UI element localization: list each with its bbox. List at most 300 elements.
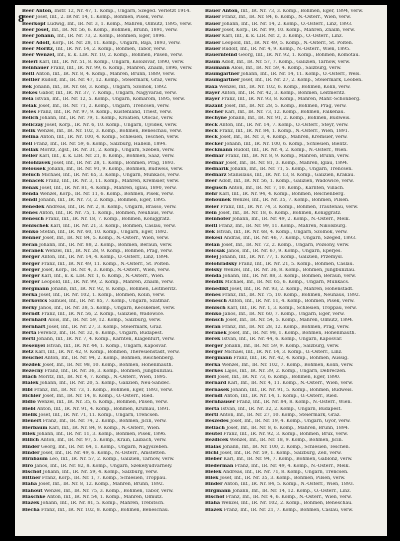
entry-detail: Franz, Inf., IR. Nr. 36, 3. Komp., Böhmen, Jungbunzlau. [44,368,174,374]
entry-surname: Bauer [205,27,221,33]
entry-detail: Josef, Korp., IR. Nr. 4, 3. Komp., N.-Österr., Wien, verw. [41,267,170,273]
entry-detail: Josef, Inf., IR. Nr. 49, 6. Komp., N.-Österr., Amstetten. [41,450,167,456]
entry-surname: Biederman [205,463,234,469]
entry-detail: Josef, Inf., IR. Nr. 59, 1. Komp., Salzburg, Zell, verw. [219,450,342,456]
entry-surname: Bichler [22,394,41,400]
entry-surname: Bialas [205,444,221,450]
entry-surname: Benedek [22,204,45,210]
entry-surname: Berl [205,375,216,381]
entry-detail: Karl, Inf., k. k. LIR. Nr. 21, 8. Komp., Böhmen, Saaz, verw. [39,154,175,160]
entry-detail: Georg, Inf., IR. Nr. 92, 1. Komp., Böhmen, Komotau. [238,53,360,59]
entry-surname: Berger [205,343,223,349]
entry-detail: Franz, Inf., IR. Nr. 4, 6. Komp., N.-Österr., Wien, verw. [225,495,353,501]
entry-detail: Franz, Inf., IR. Nr. 102, 8. Komp., Böhmen, Beneschau. [41,507,170,513]
entry-surname: Beluch [22,173,41,179]
entry-surname: Beer Johann, [22,34,56,40]
entry-detail: Anton, Inf., IR. Nr. 14, 7. Komp., O.-Österr., Steyr, verw. [219,122,349,128]
entry-surname: Bieber [205,457,223,463]
entry-detail: Wenzel, Inf., IR. Nr. 36, 8. Komp., Böhmen, Jungbunzlau. [223,267,356,273]
entry-surname: Besenyei [22,343,45,349]
entry-surname: Bazant [205,103,223,109]
entry-detail: Inf., k. k. LIR. Nr. 10, 2. Komp., Böhmen, Pilsen, verw. [57,53,183,59]
entry-surname: Bezecny [22,368,44,374]
entry-detail: Ferencz, Inf., IR. Nr. 32, 6. Komp., Ungarn, Budapest. [37,330,164,336]
entry-detail: Josef, Inf., IR. Nr. 81, 4. Komp., Mähren, Iglau, 1890, verw. [39,185,177,191]
entry-surname: Belej [205,255,219,261]
entry-detail: Inf., IR. Nr. 56, 6. Komp., Böhmen, Brünn, 1891, verw. [51,27,178,33]
entry-detail: Gabor, Inf., IR. Nr. 37, 7. Komp., Ungarn, Nagyvarad, verw. [38,91,177,97]
entry-surname: Berger [205,349,223,355]
entry-detail: Karl, Inf., k. k. LIR. Nr. 1, 6. Komp., N.-Österr., Wien. [41,274,165,280]
entry-surname: Bauer Anton, [205,9,240,14]
entry-detail: Leopold, Inf., IR. Nr. 99, 2. Komp., Mähren, Znaim, verw. [41,280,174,286]
entry-detail: Josef, Inf., IR. Nr. 54, 5. Komp., Mähren, Olmütz, 1894. [225,318,354,324]
entry-surname: Bayer [205,97,220,103]
entry-surname: Beller [22,154,38,160]
entry-surname: Baum [205,59,221,65]
entry-detail: Franz, Inf., IR. Nr. 3, 11. Komp., Mähren, Kremsier, verw. [45,179,180,185]
entry-detail: Franz, Inf., IR. Nr. 74, 3. Komp., Böhmen, Trautenau, verw. [220,204,359,210]
list-entry [205,508,383,514]
entry-surname: Betlach [205,425,225,431]
entry-surname: Berek [205,337,221,343]
entry-surname: Benner [22,236,41,242]
entry-surname: Bidlo [22,400,36,406]
entry-surname: Belich [22,116,39,122]
entry-detail: Adolf, Inf., IR. Nr. 57, 7. Komp., Galizien, Tarnow, verw. [221,59,351,65]
entry-surname: Beliczay [22,122,44,128]
entry-detail: Franz, Inf., IR. Nr. 99, 11. Komp., Mähren, Nikolsburg. [218,223,347,229]
entry-surname: Beinhofer [205,217,231,223]
entry-surname: Bichl [205,450,219,456]
entry-detail: Leopold, Inf., IR. Nr. 49, 5. Komp., N.-Österr., St. Pölten. [222,40,354,46]
entry-surname: Blaschke [22,495,46,501]
entry-detail: Anton, Inf., IR. Nr. 54, 1. Komp., Mähren, Olmütz. [46,495,164,501]
entry-surname: Benedikt [205,286,229,292]
entry-surname: Baxa [205,84,218,90]
entry-surname: Bielek [205,469,222,475]
entry-surname: Bauer [205,46,221,52]
entry-surname: Berkes [205,368,223,374]
entry-detail: Wenzel, Inf., IR. Nr. 102, 2. Komp., Böhmen, Beneschau. [221,501,353,507]
entry-detail: Josef, Korp., IR. Nr. 99, 10. Komp., Mähren, Znaim, verw. [222,27,356,33]
entry-detail: Wenzel, Inf., IR. Nr. 28, 9. Komp., Böhmen, Prag, verw. [45,248,173,254]
entry-detail: Stefan, Inf., IR. Nr. 60, 10. Komp., Ungarn, Eger, 1892. [39,229,169,235]
entry-surname: Beuchel [22,356,43,362]
entry-surname: Bensch [205,318,224,324]
entry-detail: Leo, Inf., IR. Nr. 57, 2. Komp., Galizien, Tarnow, verw. [49,457,175,463]
entry-surname: Bednarik [205,166,229,172]
entry-surname: Beitl [22,72,35,78]
entry-detail: Korp., IR. Nr. 28, 11. Komp., Ungarn, Baja, 1893, verw. [52,40,181,46]
entry-detail: Wenzel, Korp., IR. Nr. 11, 6. Komp., Böhmen, Pisek, verw. [39,192,174,198]
entry-surname: Bernhauser [205,400,236,406]
entry-detail: Michael, Inf., IR. Nr. 65, 6. Komp., Ungarn, Munkacs. [224,280,350,286]
entry-surname: Bellak [22,147,39,153]
entry-surname: Beszedes [205,419,229,425]
entry-surname: Blazek [22,501,40,507]
entry-detail: Josef, Inf., IR. Nr. 3, 4. Komp., Mähren, Kremsier, verw. [219,135,348,141]
entry-surname: Bekesi [205,236,223,242]
entry-detail: Anton, Inf., IR. Nr. 97, 5. Komp., Krain, Laibach, verw. [40,438,167,444]
entry-surname: Bilek [22,431,36,437]
entry-surname: Berta [22,330,37,336]
entry-detail: Franz, Inf., IR. Nr. 84, 8. Komp., N.-Österr., Wien. [236,400,352,406]
entry-detail: Franz, Inf., IR. Nr. 21, 5. Komp., Böhmen, Caslau. [238,261,355,267]
entry-detail: Johann, Inf., IR. Nr. 49, 2. Komp., N.-Österr., Melk. [232,217,350,223]
entry-surname: Beranek [22,248,44,254]
entry-surname: Berky [22,305,38,311]
entry-surname: Belan [205,242,220,248]
page-number: 8 [18,15,25,25]
left-column [22,9,200,514]
entry-detail: Josef, Inf., IR. Nr. 28, 1. Komp., Böhmen, Prag, 1893. [51,160,176,166]
entry-surname: Binder [22,450,40,456]
entry-surname: Bauer [205,40,221,46]
entry-detail: Michael, Inf., IR. Nr. 65, 3. Komp., Ungarn, Munkacs, verw. [41,173,180,179]
entry-surname: Bednar [205,154,224,160]
entry-detail: Johann, Inf., IR. Nr. 14, 11. Komp., O.-Österr., Wels. [240,72,361,78]
entry-detail: Rudolf, Inf., IR. Nr. 47, 12. Komp., Steiermark, Graz, verw. [41,78,178,84]
entry-surname: Beran [22,242,38,248]
entry-surname: Bialek [22,381,39,387]
entry-surname: Blaha [22,482,37,488]
entry-detail: Franz, Inf., IR. Nr. 84, 6. Komp., N.-Österr., Wien, verw. [222,15,352,21]
entry-surname: Benesch [205,299,227,305]
entry-surname: Bendl [22,198,38,204]
entry-detail: Anton, Inf., IR. Nr. 14, 4. Komp., O.-Österr., Linz, 1894. [41,255,170,261]
entry-detail: Franz, Inf., IR. Nr. 74, 2. Komp., Böhmen, Jicin, verw. [42,419,167,425]
entry-detail: Johann, Inf., IR. Nr. 71, 5. Komp., Ungarn, Trencsen. [230,166,353,172]
entry-surname: Benischek [22,223,49,229]
entry-detail: Franz, Korp., IR. Nr. 1, 7. Komp., Schlesien, Troppau. [42,476,167,482]
entry-detail: Johann, Inf., IR. Nr. 92, 8. Komp., Böhmen, Leitmeritz. [50,286,178,292]
entry-surname: Benesch [22,217,44,223]
entry-surname: Belohlavek [22,160,51,166]
entry-detail: Josef, Inf., IR. Nr. 8, 12. Komp., Mähren, Brünn, 1892. [38,482,165,488]
entry-detail: Franz, Inf., IR. Nr. 18, 7. Komp., Böhmen, Königgrätz. [45,217,171,223]
entry-surname: Benko [205,312,222,317]
entry-detail: Franz, Inf., IR. Nr. 28, 12. Komp., Böhmen, Prag, verw. [222,324,350,330]
entry-surname: Becker [205,141,224,147]
entry-surname: Beer Adolf, [22,40,51,46]
entry-surname: Belik [22,128,36,134]
entry-detail: Johann, Inf., IR. Nr. 11, 3. Komp., Böhmen, Pisek, 1896. [36,431,167,437]
entry-detail: Inf., IR. Nr. 73, 2. Komp., Böhmen, Eger, 1896. [57,34,166,40]
entry-surname: Belohradsky [205,261,238,267]
entry-detail: Alois, Inf., IR. Nr. 59, 4. Komp., Salzburg, verw. [231,65,342,71]
entry-surname: Behr [205,192,218,198]
entry-detail: Josef, Inf., IR. Nr. 98, 1. Komp., Böhmen, Hohenmauth. [228,330,356,336]
entry-surname: Belsky [205,267,222,273]
entry-surname: Beles [22,110,37,115]
entry-detail: Wenzel, Inf., IR. Nr. 18, 9. Komp., Böhmen, Jicin. [229,438,344,444]
entry-surname: Bauer [205,21,221,27]
entry-detail: Josef, Inf., IR. Nr. 27, 3. Komp., Steiermark, Graz. [46,324,163,330]
entry-surname: Benko [22,229,39,235]
entry-detail: Karl, Inf., IR. Nr. 4, 11. Komp., N.-Österr., Wien, verw. [227,381,354,387]
entry-detail: Josef, Korp., IR. Nr. 6, 10. Komp., Ungarn, Ujvidek, verw. [44,122,178,128]
entry-surname: Belousek [22,166,46,172]
entry-surname: Bischof [205,495,225,501]
entry-detail: Johann, Inf., IR. Nr. 59, 9. Komp., Salzburg, verw. [224,343,340,349]
entry-detail: Johann, Inf., IR. Nr. 20, 5. Komp., Galizien, Neu-Sandec. [39,381,171,387]
entry-surname: Benda [205,274,222,280]
entry-surname: Bauer [205,34,221,40]
entry-detail: Josef, Inf., IR. Nr. 28, 5. Komp., Böhmen, Prag, verw. [224,103,347,109]
entry-detail: Karl, Inf., IR. Nr. 21, 3. Komp., Böhmen, Caslau, verw. [50,223,176,229]
entry-detail: Johann, Inf., IR. Nr. 14, 12. Komp., O.-Österr., Linz. [232,488,352,494]
entry-detail: Anton, Inf., IR. Nr. 84, 5. Komp., N.-Österr., Wien, 1893. [224,482,355,488]
entry-detail: Karl, Inf., IR. Nr. 73, 12. Komp., Böhmen, Falkenau. [224,110,346,115]
entry-surname: Berta [205,406,220,412]
entry-detail: Johann, Inf., IR. Nr. 100, 6. Komp., Schlesien, Bielitz. [224,141,349,147]
entry-surname: Bechyne [205,116,227,122]
entry-detail: Josef, Inf., IR. Nr. 18, 6. Komp., Böhmen, Königgrätz. [218,211,342,216]
entry-surname: Beer Anton, [22,9,53,14]
entry-surname: Bauer [205,15,221,21]
entry-detail: Josef, Inf., IR. Nr. 81, 3. Komp., Mähren, Iglau, 1894. [225,160,349,166]
entry-detail: Anton, Inf., IR. Nr. 94, 2. Komp., Böhmen, Reichenberg. [44,356,175,362]
entry-detail: Rudolf, Inf., IR. Nr. 4, 2. Komp., N.-Österr., Wien. [233,147,348,153]
entry-detail: Wenzel, Inf., IR. Nr. 35, 7. Komp., Böhmen, Pilsen. [232,198,350,204]
entry-detail: Moritz, Inf., IR. Nr. 4, 7. Komp., N.-Österr., Wien, 1895. [38,375,168,381]
entry-detail: Josef, Inf., IR. Nr. 72, 2. Komp., Ungarn, Pozsony, verw. [221,242,350,248]
entry-surname: Berka [205,362,221,368]
entry-detail: Franz, Inf., IR. Nr. 92, 3. Komp., Böhmen, Brüx, verw. [223,431,349,437]
entry-surname: Bezdek [22,362,41,368]
entry-surname: Bertl [205,413,219,418]
entry-detail: Franz, Inf., IR. Nr. 49, 11. Komp., N.-Österr., St. Pölten. [41,261,171,267]
entry-detail: Karl, Inf., IR. Nr. 94, 7. Komp., Böhmen, Gablonz, verw. [223,457,353,463]
entry-surname: Bekes [22,91,38,97]
entry-detail: Johann, Inf., IR. Nr. 77, 1. Komp., Galizien, Przemysl. [219,255,344,261]
entry-surname: Beitler [22,78,40,84]
entry-detail: Anton, Inf., IR. Nr. 27, 10. Komp., Steiermark, Graz. [219,413,341,418]
entry-surname: Billich [22,438,40,444]
entry-detail: Johann, Inf., IR. Nr. 79, 1. Komp., Kroatien, Otocac, verw. [39,116,174,122]
entry-surname: Berger [22,274,40,280]
entry-surname: Beitl [205,223,218,229]
entry-detail: Rudolf, Inf., IR. Nr. 4, 9. Komp., N.-Österr., Wien, 1895. [222,46,351,52]
entry-surname: Biach [22,375,37,381]
entry-detail: Janos, Inf., IR. Nr. 38, 5. Komp., Ungarn, Kecskemet, verw. [38,305,176,311]
entry-surname: Berndl [205,394,223,400]
entry-surname: Baumann [205,65,230,71]
entry-detail: Ludwig, Inf., IR. Nr. 3, 1. Komp., Mähren, Olmütz, 1895, verw. [47,21,193,27]
entry-detail: Anton, Inf., IR. Nr. 91, 4. Komp., Böhmen, Krumau, 1891. [36,406,171,412]
entry-detail: Franz, Inf., IR. Nr. 56, 2. Komp., Galizien, Wadowice. [41,312,165,317]
entry-surname: Bernhart [22,324,46,330]
entry-detail: Franz, Inf., IR. Nr. 93, 8. Komp., Mähren, Mähr.-Schönberg. [221,97,361,103]
entry-detail: Johann, Inf., IR. Nr. 73, 2. Komp., Böhmen, Eger, 1895. [38,198,167,204]
entry-detail: Inf., IR. Nr. 14, 2. Komp., Böhmen, Tabor, verw. [55,46,166,52]
entry-detail: Karl, Inf., IR. Nr. 84, 9. Komp., N.-Österr., Wien. [48,425,161,431]
entry-detail: Karl, Inf., IR. Nr. 94, 4. Komp., Böhmen, Reichenberg. [219,192,345,198]
entry-surname: Begusch [205,185,228,191]
entry-detail: Janos, Inf., IR. Nr. 67, 9. Komp., Ungarn, Eperjes. [226,248,342,254]
entry-detail: Wenzel, Inf., IR. Nr. 102, 7. Komp., Böhmen, Kolin, verw. [221,362,354,368]
entry-detail: Franz, Inf., IR. Nr. 97, 9. Komp., Küstenland, Triest, verw. [37,110,172,115]
entry-detail: Franz, Inf., IR. Nr. 99, 6. Komp., Mähren, Znaim, 1896, verw. [50,65,193,71]
entry-surname: Beer Moritz, [22,46,55,52]
entry-detail: Johann, Inf., IR. Nr. 88, 2. Komp., Böhmen, Beraun, verw. [39,242,173,248]
entry-surname: Benes [205,293,221,299]
entry-surname: Berger [22,255,40,261]
entry-detail: Josef, Inf., IR. Nr. 8, 6. Komp., Mähren, Brünn, 1894. [226,425,350,431]
entry-detail: Wenzel, Inf., IR. Nr. 102, 3. Komp., Böhmen, Beneschau, verw. [36,128,182,134]
entry-surname: Benak [22,185,39,191]
entry-surname: Bayer [205,91,220,97]
entry-surname: Bergmann [205,356,232,362]
entry-surname: Berger [22,261,40,267]
entry-surname: Benes [22,211,38,216]
entry-surname: Baumgartner [205,78,240,84]
entry-surname: Bischof [22,469,42,475]
entry-surname: Bela [22,97,34,103]
entry-surname: Beer [22,15,35,21]
entry-surname: Benda [22,192,39,198]
entry-detail: Anton, Inf., IR. Nr. 11, 4. Komp., Böhmen, Pisek, verw. [228,299,355,305]
entry-surname: Bielik [22,413,38,418]
entry-detail: Andras, Inf., IR. Nr. 46, 7. Komp., Ungarn, Szeged, 1893. [223,236,357,242]
entry-detail: Istvan, Inf., IR. Nr. 44, 1. Komp., Ungarn, Kaposvar. [46,343,167,349]
entry-surname: Benisch [205,305,226,311]
entry-detail: Karl, Inf., IR. Nr. 51, 8. Komp., Ungarn, Kolozsvar, 1890, verw. [39,59,185,65]
entry-detail: Franz, Inf., IR. Nr. 59, 6. Komp., Salzburg, Hallein, 1894. [33,141,167,147]
entry-surname: Berndt [22,312,40,317]
entry-surname: Beckmann [205,147,233,153]
entry-detail: Josef, Inf., IR. Nr. 102, 1. Komp., Böhmen, Kolin, verw. [38,293,166,299]
entry-detail: Josef, Inf., IR. Nr. 73, 6. Komp., Böhmen, Eger, 1890. [217,375,341,381]
entry-surname: Binder [205,482,223,488]
entry-detail: Franz, Inf., IR. Nr. 75, 10. Komp., Böhmen, Neuhaus, 1892. [222,293,361,299]
entry-surname: Beer Wenzel, [22,53,56,59]
entry-detail: Anton, Inf., IR. Nr. 7, 10. Komp., Kärnten, Villach. [228,185,345,191]
entry-surname: Bednarz [205,173,227,179]
entry-surname: Berger [22,267,40,273]
entry-surname: Bernard [205,381,227,387]
entry-surname: Biebl [22,406,36,412]
entry-detail: Josef, Inf., IR. Nr. 19, 4. Komp., Ungarn, Györ, verw. [230,419,351,425]
entry-surname: Beer [205,179,218,185]
entry-detail: Johann, Inf., IR. Nr. 88, 3. Komp., Böhmen, Beraun, verw. [222,274,357,280]
entry-detail: Instr. 12, Nr. 47, 1. Komp., Ungarn, Szeged. Verletzt 1914. [54,9,191,14]
entry-surname: Bauernfeind [205,53,238,59]
entry-surname: Beck [205,135,218,141]
entry-surname: Beutel [205,431,222,437]
entry-detail: Johann, Inf., IR. Nr. 91, 5. Komp., Böhmen, Budweis. [230,387,353,393]
entry-detail: Adolf, Inf., IR. Nr. 56, 1. Komp., Galizien, Wadowice, verw. [218,179,355,185]
entry-surname: Becher [205,110,224,115]
entry-surname: Bienert [22,419,42,425]
entry-surname: Bezdicek [205,438,229,444]
entry-detail: Istvan, Inf., IR. Nr. 32, 2. Komp., Ungarn, Budapest. [220,406,342,412]
entry-detail: Andreas, Inf., IR. Nr. 71, 8. Komp., Ungarn, Trencsen. [222,469,349,475]
entry-detail: Lajos, Inf., IR. Nr. 39, 2. Komp., Ungarn, Debreczen. [224,368,347,374]
entry-surname: Berka [22,293,38,299]
entry-detail: Josef, Inf., IR. Nr. 93, 2. Komp., Mähren, Hohenstadt. [229,286,354,292]
entry-surname: Betz [22,349,34,355]
entry-detail: Josef, Inf., IR. Nr. 14, 8. Komp., O.-Österr., Ried. [42,394,154,400]
entry-surname: Behounek [205,198,231,204]
entry-surname: Beck [205,128,218,134]
entry-surname: Binder [22,444,40,450]
entry-detail: Anton, Inf., IR. Nr. 42, 3. Komp., Böhmen, Leitmeritz. [221,91,346,97]
entry-detail: Wenzel, Inf., IR. Nr. 75, 3. Komp., Böhmen, Tabor, verw. [43,488,174,494]
entry-detail: Josef, Inf., 2. IR Nr. 14, 1. Komp., Böhmen, Pisek, verw. [35,15,164,21]
entry-surname: Belina [22,135,39,141]
entry-detail: Johann, Inf., IR. Nr. 14, 2. Komp., O.-Österr., Linz, 1893. [222,21,353,27]
entry-detail: Karl, Inf., IR. Nr. 42, 9. Komp., Böhmen, Theresienstadt, verw. [35,349,180,355]
entry-surname: Birnbaum [22,457,48,463]
entry-detail: Johann, Inf., IR. Nr. 100, 2. Komp., Schlesien, Teschen. [222,444,351,450]
entry-surname: Benacek [22,179,45,185]
entry-surname: Beierl [22,59,38,65]
entry-detail: Josef, Inf., IR. Nr. 35, 3. Komp., Böhmen, Pilsen, verw. [219,476,346,482]
entry-surname: Biro [22,463,34,469]
entry-detail: Josef, Inf., IR. Nr. 84, 5. Komp., N.-Österr., Wien, verw. [42,236,170,242]
entry-surname: Berger [22,280,40,286]
entry-surname: Bibl [22,387,33,393]
entry-detail: Johann, Inf., IR. Nr. 91, 2. Komp., Böhmen, Budweis. [228,116,351,122]
entry-detail: Josef, Inf., IR. Nr. 71, 2. Komp., Ungarn, Trencsen, verw. [38,103,170,109]
entry-detail: Anton, Inf., IR. Nr. 8, 4. Komp., Mähren, Brünn, 1889, verw. [35,72,176,78]
entry-detail: Anton, Inf., IR. Nr. 100, 4. Komp., Schlesien, Teschen, verw. [40,135,180,141]
entry-surname: Bernhard [22,318,47,324]
entry-surname: Bein [205,211,217,216]
entry-surname: Blaha [205,501,220,507]
entry-detail: Janos, Inf., IR. Nr. 60, 7. Komp., Ungarn, Eger, verw. [222,312,345,317]
entry-detail: Johann, Inf., IR. Nr. 81, 5. Komp., Mähren, Trebitsch. [40,501,165,507]
entry-surname: Beerkopf [22,21,46,27]
entry-surname: Bierbaum [22,425,48,431]
entry-surname: Bek [22,84,32,90]
entry-surname: Bilek [205,476,219,482]
entry-detail: Istvan, Inf., IR. Nr. 68, 4. Komp., Ungarn, Szolnok, verw. [216,229,348,235]
entry-detail: Samuel, Inf., IR. Nr. 85, 7. Komp., Ungarn, Szatmar. [48,299,170,305]
entry-detail: Stanislaus, Inf., IR. Nr. 13, 8. Komp., Galizien, Krakau. [227,173,355,179]
entry-surname: Blahout [22,488,43,494]
entry-surname: Belcsak [205,248,226,254]
entry-surname: Bittner [22,476,41,482]
entry-surname: Beranek [205,330,227,336]
entry-detail: Inf., IR. Nr. 73, 3. Komp., Böhmen, Eger, 1894, verw. [240,9,364,14]
list-entry [22,508,200,514]
entry-detail: Johann, Inf., IR. Nr. 91, 9. Komp., Böhmen, Budweis, verw. [47,166,184,172]
entry-detail: Anton, Inf., IR. Nr. 75, 1. Komp., Böhmen, Neuhaus, verw. [39,211,174,216]
entry-surname: Belak [22,103,37,109]
entry-surname: Berkovics [22,299,48,305]
entry-surname: Bek [205,229,215,235]
entry-surname: Beck [205,122,218,128]
entry-surname: Baumgartner [205,72,240,78]
entry-detail: Josef, Inf., IR. Nr. 98, 10. Komp., Böhmen, Hohenmauth. [42,362,173,368]
entry-surname: Bednar [205,160,224,166]
entry-detail: Karl, Inf., IR. Nr. 1, 3. Komp., Schlesien, Troppau, verw. [227,305,357,311]
entry-detail: Istvan, Inf., IR. Nr. 44, 6. Komp., Ungarn, Kaposvar. [221,337,343,343]
entry-detail: Moritz, Zgsf., IR. Nr. 31, 2. Komp., Ungarn, Szeben, verw. [39,147,175,153]
entry-surname: Beinhauer [22,65,49,71]
entry-surname: Bertl [22,337,36,343]
entry-detail: Josef, Inf., IR. Nr. 71, 11. Komp., Ungarn, Trencsen. [38,413,160,418]
entry-detail: Michael, Inf., IR. Nr. 14, 3. Komp., O.-Österr., Linz. [224,349,343,355]
entry-detail: Alois, Inf., IR. Nr. 59, 12. Komp., Salzburg, verw. [47,318,162,324]
entry-detail: Wenzel, Inf., IR. Nr. 35, 6. Komp., Böhmen, Pilsen, verw. [37,400,168,406]
entry-detail: Johann, Inf., IR. Nr. 59, 4. Komp., Salzburg, verw. [42,469,158,475]
entry-surname: Beier [205,204,219,210]
entry-detail: Andreas, Inf., IR. Nr. 2, 8. Komp., Ungarn, Brasso, verw. [45,204,177,210]
